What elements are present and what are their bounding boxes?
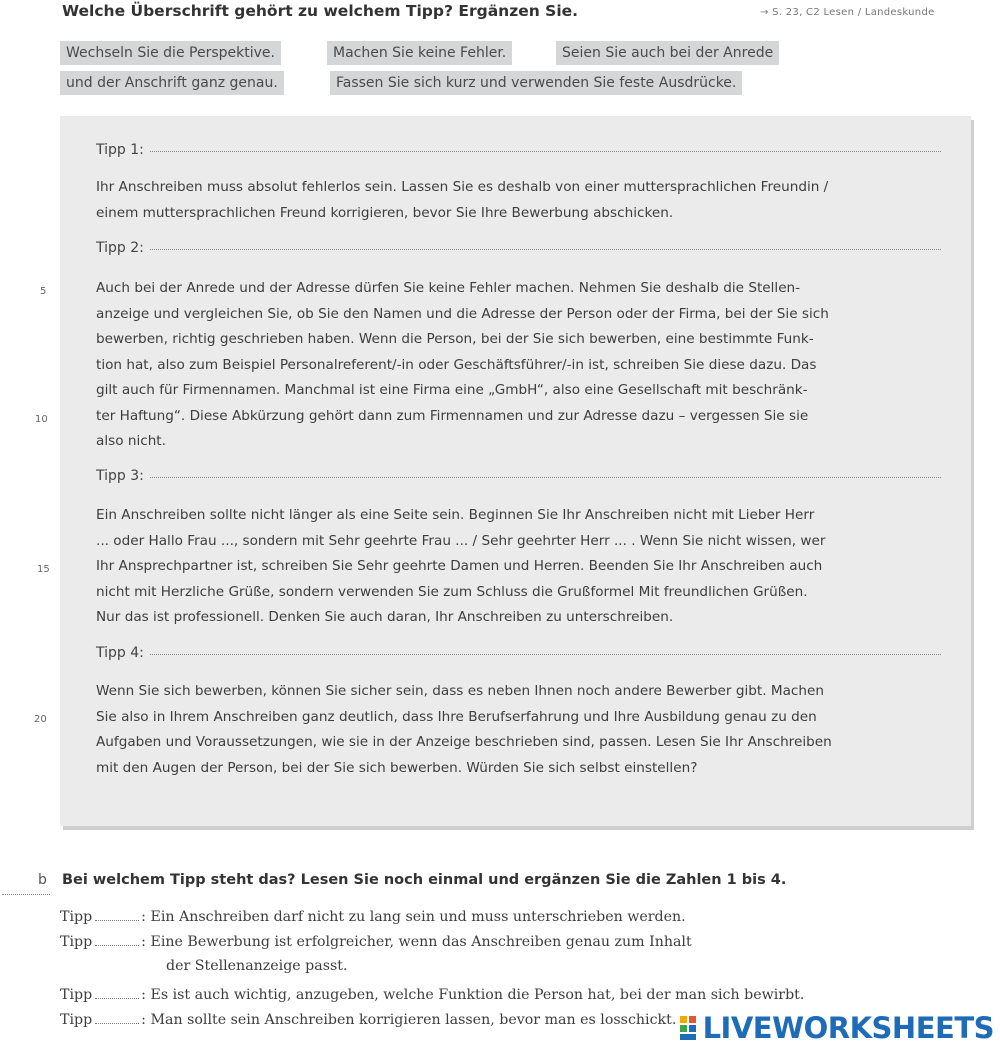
tipp-1-answer-line[interactable] (150, 150, 941, 152)
answer-blank[interactable] (95, 1011, 139, 1024)
tipp-2-line: anzeige und vergleichen Sie, ob Sie den Namen und die Adresse der Person oder der Firma, bei der Sie sich (96, 305, 829, 322)
tipp-1-line: einem muttersprachlichen Freund korrigieren, bevor Sie Ihre Bewerbung abschicken. (96, 204, 674, 221)
question-prefix: Tipp (60, 934, 93, 950)
question-text: : Ein Anschreiben darf nicht zu lang sein und muss unterschrieben werden. (141, 909, 686, 925)
tipp-3-line: nicht mit Herzliche Grüße, sondern verwenden Sie zum Schluss die Grußformel Mit freundlichen Grüßen. (96, 583, 808, 600)
line-number: 10 (35, 414, 48, 425)
question-continuation: der Stellenanzeige passt. (166, 958, 348, 974)
question-row (60, 1011, 676, 1028)
heading-option-anrede-part1[interactable]: Seien Sie auch bei der Anrede (556, 41, 779, 65)
liveworksheets-logo (679, 1008, 994, 1048)
logo-text: LIVEWORKSHEETS (702, 1011, 994, 1045)
tipp-4-answer-line[interactable] (150, 653, 941, 655)
logo-mark-icon (679, 1014, 699, 1042)
tipp-1-line: Ihr Anschreiben muss absolut fehlerlos sein. Lassen Sie es deshalb von einer muttersprachlichen Freundin / (96, 179, 829, 195)
tipp-4-label: Tipp 4: (96, 645, 144, 661)
question-row (60, 908, 686, 925)
tipp-2-heading (96, 240, 941, 256)
tipp-4-text (96, 679, 942, 781)
tipp-3-line: Ein Anschreiben sollte nicht länger als eine Seite sein. Beginnen Sie Ihr Anschreiben nicht mit Lieber Herr (96, 507, 815, 523)
tipp-4-line: Sie also in Ihrem Anschreiben ganz deutlich, dass Ihre Berufserfahrung und Ihre Ausbildung genau zu den (96, 708, 817, 725)
page-reference: → S. 23, C2 Lesen / Landeskunde (760, 7, 935, 18)
tipp-4-heading (96, 645, 941, 661)
answer-blank[interactable] (95, 908, 139, 921)
tipp-3-line: ... oder Hallo Frau ..., sondern mit Sehr geehrte Frau ... / Sehr geehrter Herr ... . Wenn Sie nicht wissen, wer (96, 532, 826, 549)
tipp-3-answer-line[interactable] (150, 476, 941, 478)
tipp-4-line: Aufgaben und Voraussetzungen, wie sie in der Anzeige beschrieben sind, passen. Lesen Sie Ihr Anschreiben (96, 734, 832, 750)
tipp-1-heading (96, 142, 941, 158)
question-prefix: Tipp (60, 1012, 93, 1028)
tipp-3-line: Ihr Ansprechpartner ist, schreiben Sie Sehr geehrte Damen und Herren. Beenden Sie Ihr Anschreiben auch (96, 558, 823, 574)
question-row (60, 933, 692, 950)
answer-blank[interactable] (95, 933, 139, 946)
question-text: : Es ist auch wichtig, anzugeben, welche Funktion die Person hat, bei der man sich bewirbt. (141, 987, 805, 1003)
tipp-4-line: Wenn Sie sich bewerben, können Sie sicher sein, dass es neben Ihnen noch andere Bewerber gibt. Machen (96, 683, 824, 699)
tipp-2-line: Auch bei der Anrede und der Adresse dürfen Sie keine Fehler machen. Nehmen Sie deshalb die Stellen- (96, 280, 801, 296)
tipp-1-text (96, 175, 942, 226)
tipp-2-line: bewerben, richtig geschrieben haben. Wenn die Person, bei der Sie sich bewerben, eine bestimmte Funk- (96, 331, 814, 347)
tipp-2-line: also nicht. (96, 433, 166, 449)
heading-option-kurz-fassen[interactable]: Fassen Sie sich kurz und verwenden Sie feste Ausdrücke. (330, 71, 742, 95)
heading-option-perspektive[interactable]: Wechseln Sie die Perspektive. (60, 41, 281, 65)
tipp-3-label: Tipp 3: (96, 468, 144, 484)
line-number: 15 (37, 564, 50, 575)
question-row (60, 986, 804, 1003)
tipp-4-line: mit den Augen der Person, bei der Sie sich bewerben. Würden Sie sich selbst einstellen? (96, 759, 698, 776)
question-prefix: Tipp (60, 987, 93, 1003)
section-b-title: Bei welchem Tipp steht das? Lesen Sie noch einmal und ergänzen Sie die Zahlen 1 bis 4. (62, 872, 787, 888)
tipp-1-label: Tipp 1: (96, 142, 144, 158)
question-text: : Eine Bewerbung ist erfolgreicher, wenn das Anschreiben genau zum Inhalt (141, 934, 692, 950)
tipp-2-line: gilt auch für Firmennamen. Manchmal ist eine Firma eine „GmbH“, also eine Gesellschaft mit beschränk- (96, 382, 808, 398)
tipp-3-line: Nur das ist professionell. Denken Sie auch daran, Ihr Anschreiben zu unterschreiben. (96, 609, 674, 625)
tipp-2-line: ter Haftung“. Diese Abkürzung gehört dann zum Firmennamen und zur Adresse dazu – vergessen Sie sie (96, 407, 809, 424)
section-divider (2, 894, 50, 895)
heading-option-keine-fehler[interactable]: Machen Sie keine Fehler. (327, 41, 512, 65)
tipp-2-answer-line[interactable] (150, 248, 941, 250)
section-letter: b (38, 872, 47, 888)
answer-blank[interactable] (95, 986, 139, 999)
tipp-3-text (96, 503, 942, 631)
tipp-2-line: tion hat, also zum Beispiel Personalreferent/-in oder Geschäftsführer/-in ist, schreiben Sie diese dazu. Das (96, 356, 817, 373)
line-number: 5 (40, 286, 47, 297)
exercise-title: Welche Überschrift gehört zu welchem Tipp? Ergänzen Sie. (62, 2, 579, 20)
question-text: : Man sollte sein Anschreiben korrigieren lassen, bevor man es losschickt. (141, 1012, 677, 1028)
tipp-2-label: Tipp 2: (96, 240, 144, 256)
line-number: 20 (34, 714, 47, 725)
tipp-2-text (96, 276, 942, 455)
tipp-3-heading (96, 468, 941, 484)
heading-option-anrede-part2[interactable]: und der Anschrift ganz genau. (60, 71, 284, 95)
question-prefix: Tipp (60, 909, 93, 925)
